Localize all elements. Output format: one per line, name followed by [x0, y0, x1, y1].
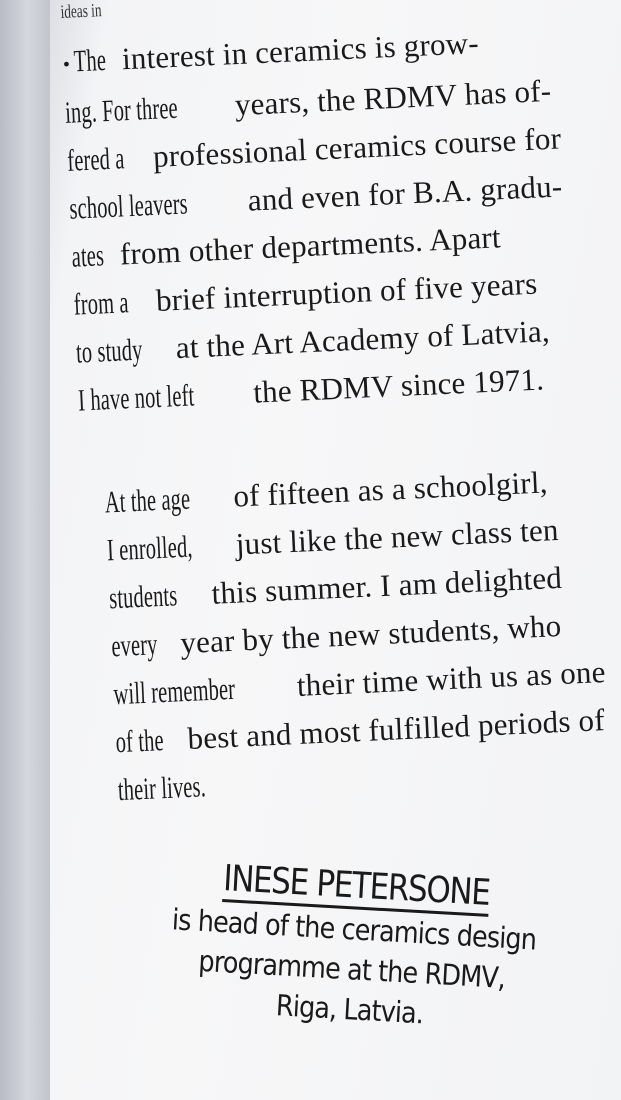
text-line: fered a professional ceramics course for: [66, 120, 562, 178]
text-line: I enrolled, just like the new class ten: [106, 511, 560, 568]
text-line: every year by the new students, who: [110, 607, 562, 664]
author-name: INESE PETERSONE: [222, 859, 491, 917]
text-line: •The interest in ceramics is grow-: [62, 25, 480, 79]
text-line: ates from other departments. Apart: [70, 219, 502, 274]
text-line: from a brief interruption of five years: [73, 265, 539, 322]
bullet-glyph: •: [62, 53, 71, 76]
text-line: of the best and most fulfilled periods of: [114, 702, 606, 760]
text-line: school leavers and even for B.A. gradu-: [68, 168, 563, 226]
paragraph-2: [104, 456, 611, 814]
author-bio-line: programme at the RDMV,: [197, 943, 507, 995]
cut-off-text-fragment: ideas in: [60, 0, 103, 23]
text-line: At the age of fifteen as a schoolgirl,: [104, 464, 549, 520]
author-bio-line: is head of the ceramics design: [171, 902, 538, 957]
text-line: I have not left the RDMV since 1971.: [77, 361, 545, 418]
text-line: to study at the Art Academy of Latvia,: [75, 313, 551, 370]
author-signature-block: [89, 852, 617, 1044]
paragraph-1: [62, 16, 573, 425]
text-line: students this summer. I am delighted: [108, 559, 563, 616]
text-line: their lives.: [117, 768, 207, 808]
book-page: [50, 0, 621, 1100]
text-line: will remember their time with us as one: [112, 653, 607, 712]
book-spine-shadow: [0, 0, 50, 1100]
author-bio-line: Riga, Latvia.: [275, 988, 425, 1031]
text-line: ing. For three years, the RDMV has of-: [64, 72, 552, 130]
